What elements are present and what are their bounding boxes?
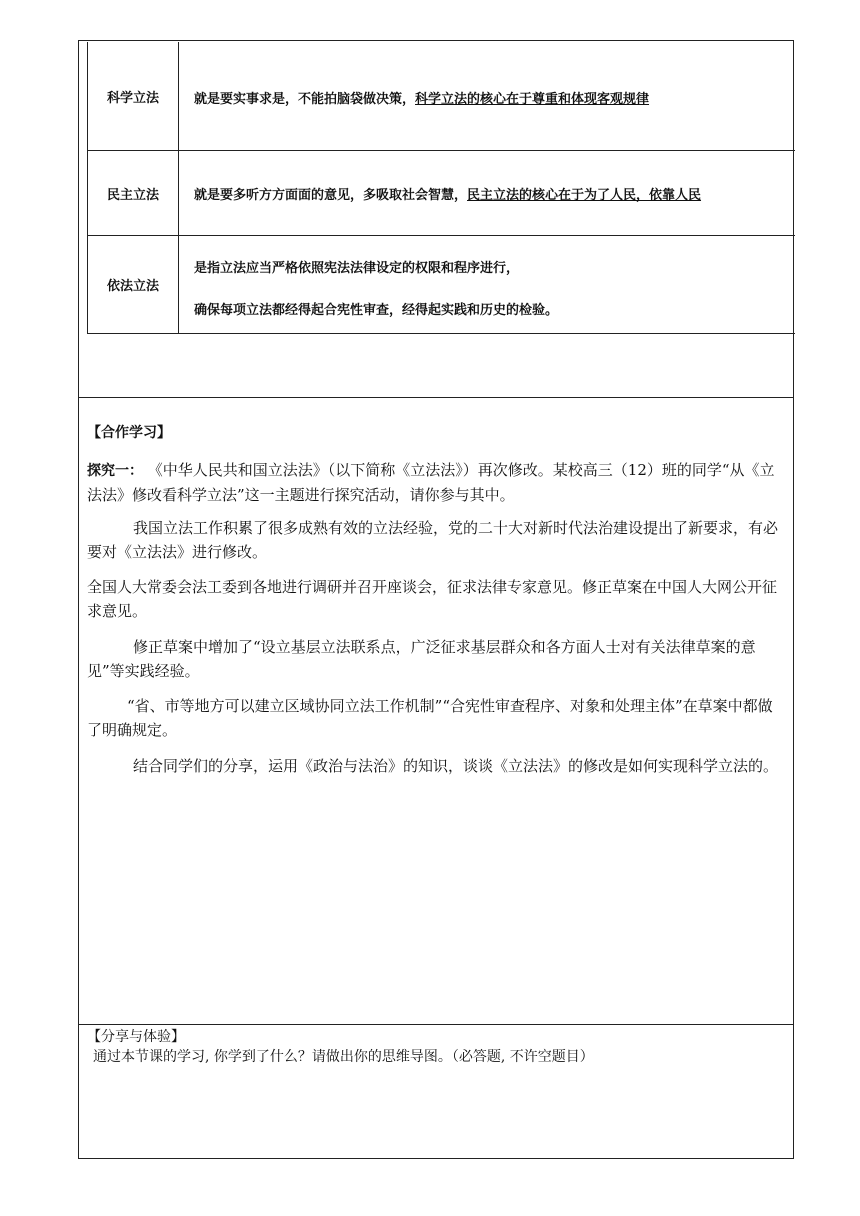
principle-label: 依法立法: [88, 236, 179, 333]
principle-label: 科学立法: [88, 42, 179, 150]
paragraph: 修正草案中增加了“设立基层立法联系点，广泛征求基层群众和各方面人士对有关法律草案的意见”等实践经验。: [87, 638, 756, 680]
principle-text-line-2: 确保每项立法都经得起合宪性审查，经得起实践和历史的检验。: [194, 303, 559, 318]
paragraph: 我国立法工作积累了很多成熟有效的立法经验，党的二十大对新时代法治建设提出了新要求，有必要对《立法法》进行修改。: [87, 519, 779, 561]
share-heading: 【分享与体验】: [87, 1029, 185, 1045]
principle-text-line-1: 是指立法应当严格依照宪法法律设定的权限和程序进行，: [194, 261, 520, 276]
table-row: [88, 42, 795, 151]
paragraph: 结合同学们的分享，运用《政治与法治》的知识，谈谈《立法法》的修改是如何实现科学立法的。: [133, 757, 779, 775]
section-divider: [78, 397, 794, 398]
legislation-principles-table: [87, 42, 794, 334]
principle-text: 就是要多听方方面面的意见，多吸取社会智慧，民主立法的核心在于为了人民，依靠人民: [194, 188, 702, 203]
principle-label: 民主立法: [88, 151, 179, 235]
cooperative-heading: 【合作学习】: [87, 425, 171, 441]
section-divider: [78, 1024, 794, 1025]
table-row: [88, 151, 795, 236]
inquiry-paragraph: 探究一： 《中华人民共和国立法法》（以下简称《立法法》）再次修改。某校高三（12）班的同学“从《立法法》修改看科学立法”这一主题进行探究活动，请你参与其中。: [87, 461, 775, 504]
paragraph: 全国人大常委会法工委到各地进行调研并召开座谈会，征求法律专家意见。修正草案在中国人大网公开征求意见。: [87, 578, 778, 620]
paragraph: “省、市等地方可以建立区域协同立法工作机制”“合宪性审查程序、对象和处理主体”在草案中都做了明确规定。: [87, 697, 773, 739]
principle-text: 就是要实事求是，不能拍脑袋做决策，科学立法的核心在于尊重和体现客观规律: [194, 92, 650, 107]
table-row: [88, 236, 795, 334]
share-prompt: 通过本节课的学习, 你学到了什么？请做出你的思维导图。（必答题, 不许空题目）: [93, 1049, 594, 1065]
